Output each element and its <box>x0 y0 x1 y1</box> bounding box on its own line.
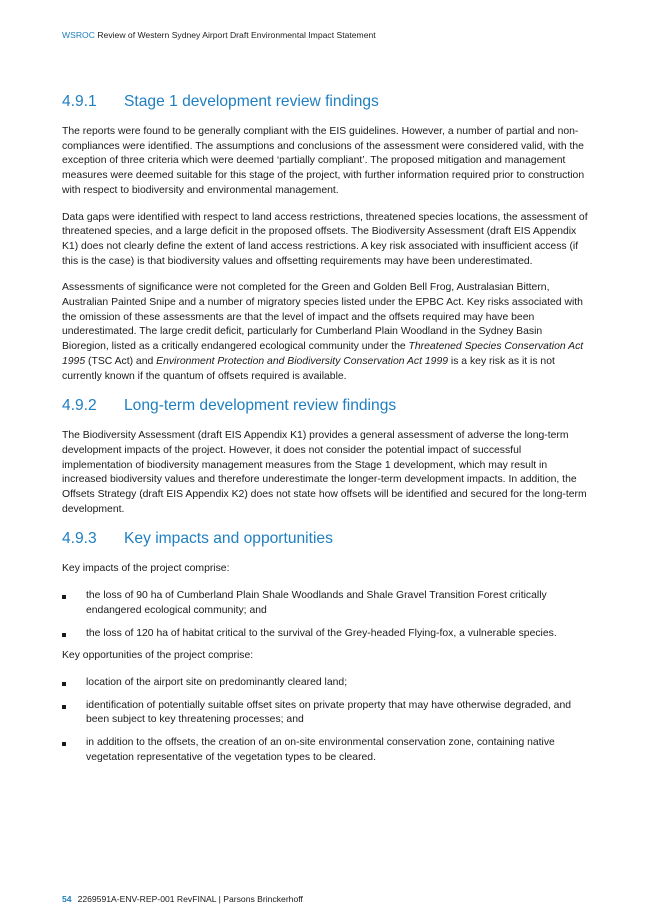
list-intro: Key opportunities of the project comprise: <box>62 650 254 662</box>
section-number: 4.9.1 <box>62 93 97 110</box>
page-header <box>62 30 376 40</box>
impacts-list <box>62 589 590 641</box>
bullet-icon <box>62 742 66 746</box>
list-intro: Key impacts of the project comprise: <box>62 563 230 575</box>
list-item <box>62 699 590 728</box>
text-run: is a key risk as it is not currently known if the quantum of offsets required is available. <box>62 355 555 382</box>
paragraph: The reports were found to be generally compliant with the EIS guidelines. However, a number of partial and non-compliances were identified. The assumptions and conclusions of the assessment were considered valid, with the exception of three criteria which were deemed ‘partially compliant’. The proposed mitigation and management measures were deemed suitable for this stage of the project, with further information required prior to construction with respect to biodiversity and environmental management. <box>62 126 585 196</box>
paragraph <box>62 281 590 384</box>
text-run: (TSC Act) and <box>85 355 157 367</box>
header-doc-title: Review of Western Sydney Airport Draft Environmental Impact Statement <box>97 30 376 40</box>
bullet-icon <box>62 705 66 709</box>
act-name: Threatened Species Conservation Act 1995 <box>62 341 584 367</box>
list-item-text: identification of potentially suitable offset sites on private property that may have otherwise degraded, and been subject to key threatening processes; and <box>86 699 571 726</box>
header-org: WSROC <box>62 30 95 40</box>
section-number: 4.9.2 <box>62 397 97 415</box>
paragraph: The Biodiversity Assessment (draft EIS Appendix K1) provides a general assessment of adverse the long-term development impacts of the project. However, it does not consider the potential impact of successful implementation of biodiversity management measures from the Stage 1 development, which may result in increased biodiversity values and therefore underestimate the longer-term development impacts. In addition, the Offsets Strategy (draft EIS Appendix K2) does not state how offsets will be identified and secured for the long-term development. <box>62 430 587 515</box>
list-item <box>62 676 590 691</box>
section-number: 4.9.3 <box>62 530 97 548</box>
list-item-text: the loss of 90 ha of Cumberland Plain Shale Woodlands and Shale Gravel Transition Forest critically endangered ecological community; and <box>86 590 547 616</box>
bullet-icon <box>62 682 66 686</box>
section-heading-4-9-1 <box>62 92 590 112</box>
page-number: 54 <box>62 894 72 904</box>
bullet-icon <box>62 633 66 637</box>
paragraph: Data gaps were identified with respect to land access restrictions, threatened species locations, the assessment of threatened species, and a large deficit in the proposed offsets. The Biodiversity Assessment (draft EIS Appendix K1) does not clearly define the extent of land access restrictions. A key risk associated with insufficient access (if this is the case) is that biodiversity values and offsetting requirements may have been underestimated. <box>62 211 588 267</box>
list-item-text: location of the airport site on predominantly cleared land; <box>86 676 348 688</box>
act-name: Environment Protection and Biodiversity Conservation Act 1999 <box>156 355 449 367</box>
text-run: Assessments of significance were not completed for the Green and Golden Bell Frog, Australasian Bittern, Australian Painted Snipe and a number of migratory species listed under the EPBC Act. Key risks associated with the omission of these assessments are that the level of impact and the offsets required may have been underestimated. The large credit deficit, particularly for Cumberland Plain Woodland in the Sydney Basin Bioregion, listed as a critically endangered ecological community under the <box>62 282 583 353</box>
section-title: Stage 1 development review findings <box>124 93 379 110</box>
list-item <box>62 736 590 765</box>
opportunities-list <box>62 676 590 766</box>
list-item-text: in addition to the offsets, the creation of an on-site environmental conservation zone, containing native vegetation representative of the vegetation types to be cleared. <box>86 737 555 763</box>
bullet-icon <box>62 595 66 599</box>
list-item-text: the loss of 120 ha of habitat critical to the survival of the Grey-headed Flying-fox, a vulnerable species. <box>86 627 557 639</box>
footer-doc-ref: 2269591A-ENV-REP-001 RevFINAL | Parsons Brinckerhoff <box>77 894 303 904</box>
section-title: Key impacts and opportunities <box>124 530 333 548</box>
section-heading-4-9-3 <box>62 529 590 549</box>
section-heading-4-9-2 <box>62 396 590 416</box>
page-footer <box>62 894 303 904</box>
list-item <box>62 627 590 642</box>
list-item <box>62 589 590 618</box>
section-title: Long-term development review findings <box>124 397 397 415</box>
main-content <box>62 92 590 774</box>
